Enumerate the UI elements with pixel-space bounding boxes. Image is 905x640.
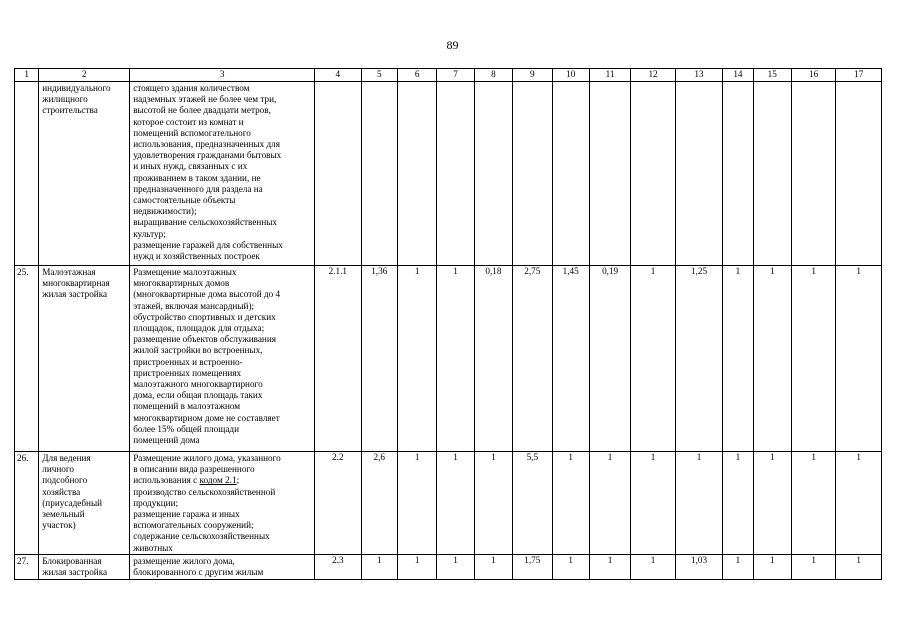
code-reference: кодом 2.1 xyxy=(199,475,237,486)
header-cell: 2 xyxy=(39,69,130,82)
page-number: 89 xyxy=(446,38,459,52)
value-cell: 1 xyxy=(723,266,753,452)
description-line: более 15% общей площади xyxy=(133,423,239,434)
description-line: выращивание сельскохозяйственных xyxy=(133,217,278,228)
value-cell: 1 xyxy=(589,555,630,580)
value-cell xyxy=(791,82,835,266)
header-cell: 7 xyxy=(437,69,474,82)
description-line: животных xyxy=(133,542,173,553)
value-cell: 1 xyxy=(437,555,474,580)
description-line: удовлетворения гражданами бытовых xyxy=(133,150,282,161)
description-line: блокированного с другим жилым xyxy=(133,567,264,578)
description-line: многоквартирных домов xyxy=(133,278,230,289)
table-row xyxy=(15,555,882,580)
value-cell: 1 xyxy=(397,555,436,580)
value-cell: 1 xyxy=(397,452,436,555)
value-cell: 1 xyxy=(836,452,882,555)
value-cell xyxy=(361,82,397,266)
header-cell: 15 xyxy=(753,69,791,82)
value-cell: 1 xyxy=(474,555,512,580)
header-cell: 17 xyxy=(836,69,882,82)
description-line: помещений дома xyxy=(133,435,200,446)
description-line: культур; xyxy=(133,228,166,239)
description-line: самостоятельные объекты xyxy=(133,195,236,206)
value-cell: 2,75 xyxy=(513,266,552,452)
description-line: продукции; xyxy=(133,497,179,508)
value-cell: 1 xyxy=(791,555,835,580)
description-line: вспомогательных сооружений; xyxy=(133,520,254,531)
value-cell: 1,45 xyxy=(552,266,589,452)
description-line: размещение гаражей для собственных xyxy=(133,239,283,250)
value-cell: 1 xyxy=(361,555,397,580)
value-cell xyxy=(631,82,675,266)
description-line: высотой не более двадцати метров, xyxy=(133,105,271,116)
value-cell xyxy=(437,82,474,266)
description-line: пристроенных помещениях xyxy=(133,367,242,378)
use-name-cell: индивидуального жилищного строительства xyxy=(39,82,130,266)
description-line: помещений вспомогательного xyxy=(133,127,251,138)
description-line: малоэтажного многоквартирного xyxy=(133,379,263,390)
description-line: предназначенного для раздела на xyxy=(133,183,263,194)
description-line: стоящего здания количеством xyxy=(133,83,250,93)
value-cell: 2.1.1 xyxy=(315,266,361,452)
value-cell: 1 xyxy=(753,266,791,452)
description-line: использования с кодом 2.1; xyxy=(133,475,240,486)
description-line: (многоквартирные дома высотой до 4 xyxy=(133,289,281,300)
header-cell: 14 xyxy=(723,69,753,82)
value-cell: 1 xyxy=(791,266,835,452)
row-number-cell: 27. xyxy=(15,555,39,580)
description-line: использования, предназначенных для xyxy=(133,139,280,150)
row-number-cell xyxy=(15,82,39,266)
header-cell: 3 xyxy=(130,69,315,82)
value-cell xyxy=(552,82,589,266)
header-cell: 11 xyxy=(589,69,630,82)
value-cell: 1,03 xyxy=(675,555,722,580)
value-cell: 1 xyxy=(753,452,791,555)
value-cell: 1 xyxy=(552,555,589,580)
use-name-cell: Блокированная жилая застройка xyxy=(39,555,130,580)
header-cell: 16 xyxy=(791,69,835,82)
header-cell: 6 xyxy=(397,69,436,82)
description-line: размещение жилого дома, xyxy=(133,556,235,566)
header-cell: 10 xyxy=(552,69,589,82)
value-cell: 1 xyxy=(631,555,675,580)
value-cell: 1 xyxy=(723,452,753,555)
value-cell: 1 xyxy=(474,452,512,555)
land-use-table xyxy=(14,68,882,580)
description-line: этажей, включая мансардный); xyxy=(133,300,255,311)
value-cell: 1 xyxy=(836,266,882,452)
value-cell: 2.3 xyxy=(315,555,361,580)
value-cell xyxy=(397,82,436,266)
use-description-cell xyxy=(130,266,315,452)
header-cell: 8 xyxy=(474,69,512,82)
value-cell xyxy=(589,82,630,266)
description-line: обустройство спортивных и детских xyxy=(133,311,276,322)
value-cell xyxy=(723,82,753,266)
description-line: надземных этажей не более чем три, xyxy=(133,94,277,105)
description-line: дома, если общая площадь таких xyxy=(133,390,263,401)
value-cell: 1,36 xyxy=(361,266,397,452)
value-cell: 2,6 xyxy=(361,452,397,555)
description-line: и иных нужд, связанных с их xyxy=(133,161,248,172)
header-cell: 12 xyxy=(631,69,675,82)
value-cell xyxy=(836,82,882,266)
value-cell: 1 xyxy=(437,452,474,555)
description-line: помещений в малоэтажном xyxy=(133,401,241,412)
value-cell: 5,5 xyxy=(513,452,552,555)
value-cell: 1 xyxy=(552,452,589,555)
row-number-cell: 25. xyxy=(15,266,39,452)
value-cell: 1 xyxy=(631,452,675,555)
value-cell: 1 xyxy=(753,555,791,580)
header-cell: 4 xyxy=(315,69,361,82)
header-cell: 9 xyxy=(513,69,552,82)
description-line: размещение гаража и иных xyxy=(133,509,240,520)
value-cell: 1,25 xyxy=(675,266,722,452)
use-description-cell xyxy=(130,82,315,266)
value-cell: 1 xyxy=(631,266,675,452)
description-line: проживанием в таком здании, не xyxy=(133,172,261,183)
description-line: содержание сельскохозяйственных xyxy=(133,531,270,542)
use-description-cell xyxy=(130,452,315,555)
value-cell: 1 xyxy=(675,452,722,555)
value-cell xyxy=(474,82,512,266)
value-cell: 1 xyxy=(791,452,835,555)
value-cell: 2.2 xyxy=(315,452,361,555)
description-line: Размещение малоэтажных xyxy=(133,267,237,277)
value-cell: 0,19 xyxy=(589,266,630,452)
header-cell: 5 xyxy=(361,69,397,82)
value-cell: 1 xyxy=(437,266,474,452)
description-line: которое состоит из комнат и xyxy=(133,116,244,127)
value-cell: 1 xyxy=(723,555,753,580)
row-number-cell: 26. xyxy=(15,452,39,555)
description-line: размещение объектов обслуживания xyxy=(133,334,276,345)
description-line: площадок, площадок для отдыха; xyxy=(133,323,265,334)
description-line: Размещение жилого дома, указанного xyxy=(133,453,281,463)
table-row xyxy=(15,266,882,452)
value-cell xyxy=(753,82,791,266)
description-line: в описании вида разрешенного xyxy=(133,464,255,475)
use-name-cell: Малоэтажная многоквартирная жилая застройка xyxy=(39,266,130,452)
value-cell xyxy=(675,82,722,266)
table-row xyxy=(15,82,882,266)
description-line: недвижимости); xyxy=(133,206,197,217)
table-row xyxy=(15,452,882,555)
description-line: производство сельскохозяйственной xyxy=(133,486,276,497)
description-line: пристроенных и встроенно- xyxy=(133,356,243,367)
value-cell: 1,75 xyxy=(513,555,552,580)
value-cell: 1 xyxy=(836,555,882,580)
value-cell: 1 xyxy=(589,452,630,555)
description-line: жилой застройки во встроенных, xyxy=(133,345,263,356)
description-line: многоквартирном доме не составляет xyxy=(133,412,280,423)
value-cell: 0,18 xyxy=(474,266,512,452)
value-cell xyxy=(315,82,361,266)
use-description-cell xyxy=(130,555,315,580)
column-number-header xyxy=(15,69,882,82)
use-name-cell: Для ведения личного подсобного хозяйства (приусадебный земельный участок) xyxy=(39,452,130,555)
header-cell: 1 xyxy=(15,69,39,82)
header-cell: 13 xyxy=(675,69,722,82)
value-cell: 1 xyxy=(397,266,436,452)
description-line: нужд и хозяйственных построек xyxy=(133,251,260,262)
value-cell xyxy=(513,82,552,266)
